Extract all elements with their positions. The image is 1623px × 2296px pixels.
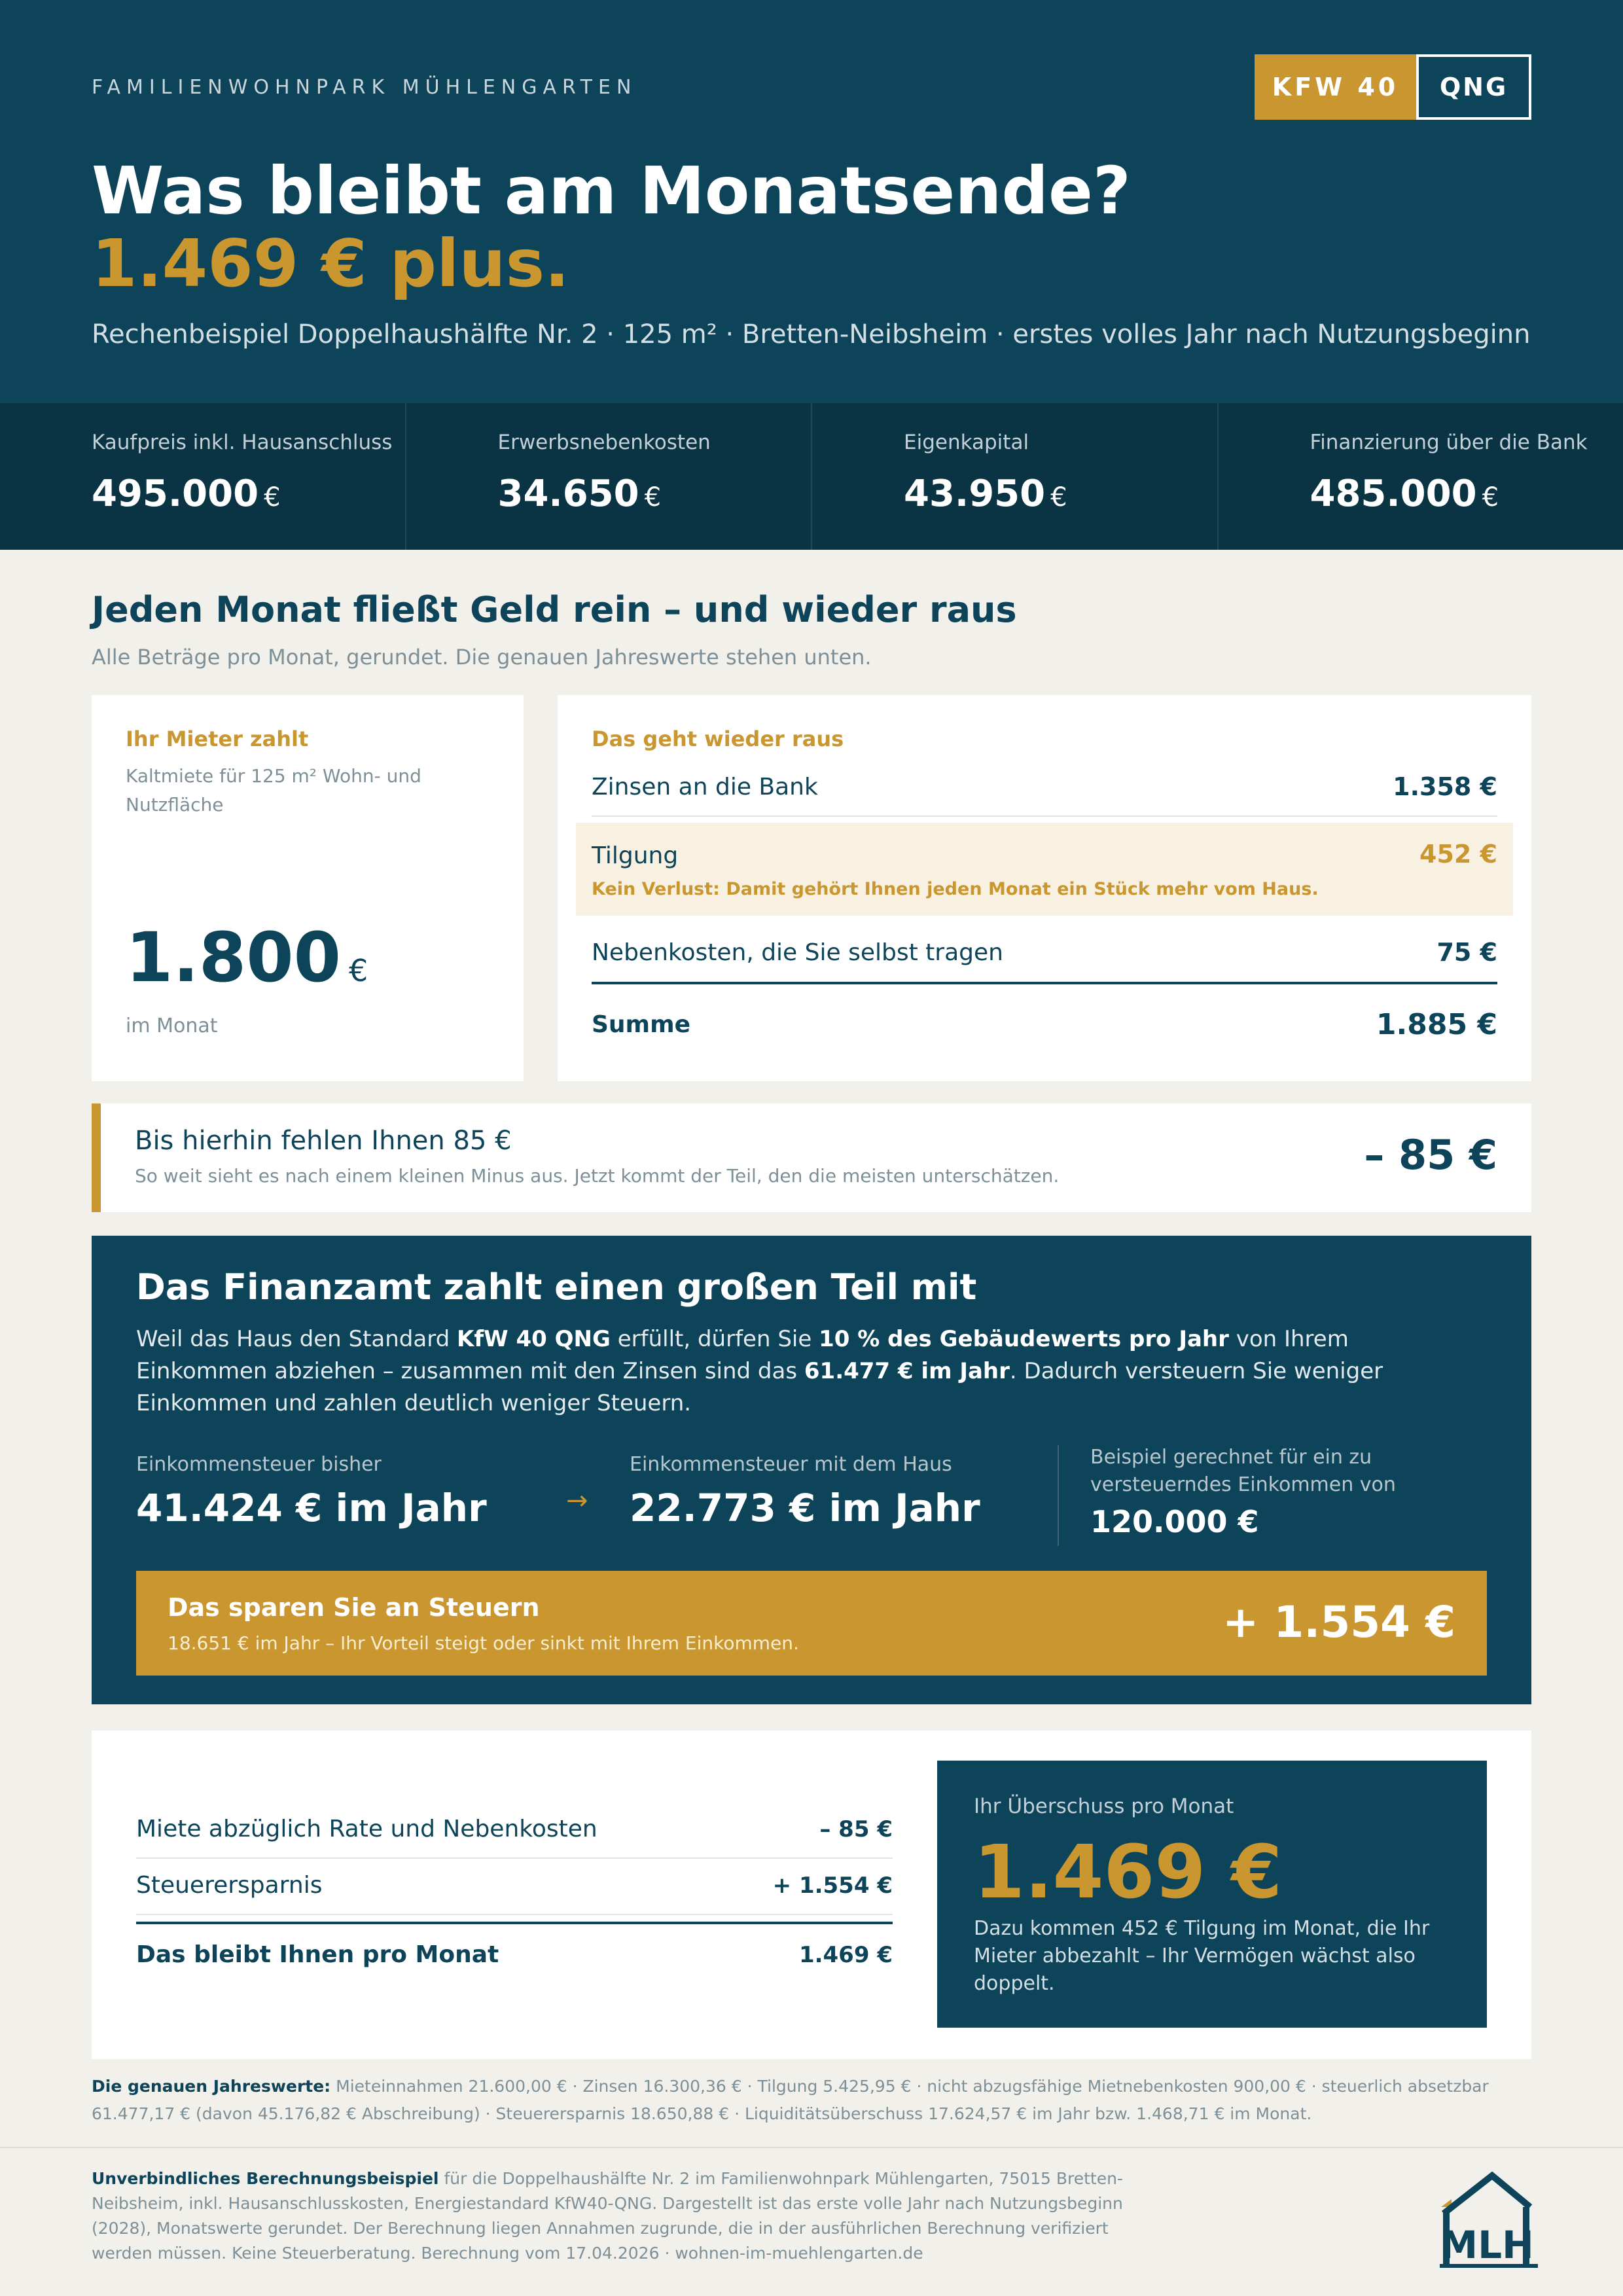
surplus-value: 1.469 €: [974, 1830, 1283, 1915]
house-mlh-logo-icon: [1440, 2166, 1538, 2271]
tilgung-note: Kein Verlust: Damit gehört Ihnen jeden Monat ein Stück mehr vom Haus.: [592, 879, 1319, 899]
badge-qng: QNG: [1416, 54, 1531, 120]
stat-label: Erwerbsnebenkosten: [497, 431, 711, 454]
missing-amount-bar: [92, 1103, 1531, 1212]
stat-kaufpreis: [0, 403, 406, 550]
cost-label-tilgung: Tilgung: [592, 842, 679, 869]
savings-value: + 1.554 €: [1222, 1597, 1455, 1647]
stat-value: 485.000 €: [1310, 473, 1499, 515]
sum-divider: [592, 982, 1497, 984]
tax-before-value: 41.424 € im Jahr: [136, 1486, 487, 1530]
summary-row-steuer: [136, 1872, 893, 1899]
stat-label: Finanzierung über die Bank: [1310, 431, 1588, 454]
cost-label: Nebenkosten, die Sie selbst tragen: [592, 939, 1003, 966]
page-subtitle: Rechenbeispiel Doppelhaushälfte Nr. 2 · 125 m² · Bretten-Neibsheim · erstes volles Jahr nach Nutzungsbeginn: [92, 319, 1531, 350]
divider: [592, 816, 1497, 817]
rent-card: [92, 695, 524, 1081]
tilgung-highlight: [576, 823, 1513, 916]
arrow-right-icon: →: [566, 1486, 588, 1516]
divider: [136, 1857, 893, 1859]
stat-value: 495.000 €: [92, 473, 281, 515]
savings-title: Das sparen Sie an Steuern: [168, 1593, 540, 1622]
surplus-description: Dazu kommen 452 € Tilgung im Monat, die Ihr Mieter abbezahlt – Ihr Vermögen wächst also doppelt.: [974, 1917, 1430, 1995]
cost-row-zinsen: [592, 772, 1497, 801]
stat-label: Kaufpreis inkl. Hausanschluss: [92, 431, 393, 454]
project-name: FAMILIENWOHNPARK MÜHLENGARTEN: [92, 76, 637, 99]
stat-erwerbsnebenkosten: [406, 403, 813, 550]
tax-heading: Das Finanzamt zahlt einen großen Teil mit: [136, 1266, 977, 1308]
summary-row-total: [136, 1941, 893, 1968]
stat-value: 43.950 €: [904, 473, 1067, 515]
section-heading-monthly: Jeden Monat fließt Geld rein – und wieder raus: [92, 589, 1017, 630]
surplus-label: Ihr Überschuss pro Monat: [974, 1795, 1234, 1818]
rent-unit: im Monat: [126, 1014, 218, 1037]
rent-card-label: Ihr Mieter zahlt: [126, 726, 309, 751]
costs-card-label: Das geht wieder raus: [592, 726, 844, 751]
summary-value: – 85 €: [819, 1816, 893, 1842]
cost-row-summe: [592, 1008, 1497, 1041]
tax-after-label: Einkommensteuer mit dem Haus: [630, 1453, 952, 1476]
stat-eigenkapital: [812, 403, 1219, 550]
cost-row-nebenkosten: [592, 938, 1497, 967]
tax-savings-bar: [136, 1571, 1487, 1676]
sum-label: Summe: [592, 1011, 690, 1038]
tax-before-label: Einkommensteuer bisher: [136, 1453, 382, 1476]
divider: [136, 1914, 893, 1915]
section-subheading-monthly: Alle Beträge pro Monat, gerundet. Die genauen Jahreswerte stehen unten.: [92, 645, 872, 670]
annual-values-note: Die genauen Jahreswerte: Mieteinnahmen 21.600,00 € · Zinsen 16.300,36 € · Tilgung 5.425,95 € · nicht abzugsfähige Mietnebenkosten 900,00 € · steuerlich absetzbar 61.477,17 € (davon 45.176,82 € Abschreibung) · Steuerersparnis 18.650,88 € · Liquiditätsüberschuss 17.624,57 € im Jahr bzw. 1.468,71 € im Monat.: [92, 2077, 1489, 2123]
summary-label: Steuerersparnis: [136, 1872, 323, 1899]
missing-description: So weit sieht es nach einem kleinen Minus aus. Jetzt kommt der Teil, den die meisten unterschätzen.: [135, 1165, 1060, 1187]
badge-kfw40: KFW 40: [1255, 54, 1416, 120]
example-income-value: 120.000 €: [1090, 1504, 1259, 1539]
rent-description: Kaltmiete für 125 m² Wohn- und Nutzfläche: [126, 765, 421, 816]
summary-total-value: 1.469 €: [798, 1941, 893, 1968]
summary-total-label: Das bleibt Ihnen pro Monat: [136, 1941, 499, 1968]
stat-finanzierung: [1219, 403, 1623, 550]
summary-row-miete: [136, 1816, 893, 1842]
savings-description: 18.651 € im Jahr – Ihr Vorteil steigt oder sinkt mit Ihrem Einkommen.: [168, 1632, 799, 1654]
cost-value-tilgung: 452 €: [1419, 840, 1497, 869]
page-title-highlight: 1.469 € plus.: [92, 225, 570, 302]
tax-after-value: 22.773 € im Jahr: [630, 1486, 980, 1530]
cost-label: Zinsen an die Bank: [592, 773, 818, 800]
total-divider: [136, 1922, 893, 1924]
vertical-divider: [1058, 1445, 1059, 1546]
key-figures-strip: [0, 403, 1623, 550]
stat-value: 34.650 €: [497, 473, 662, 515]
stat-label: Eigenkapital: [904, 431, 1029, 454]
page-title: Was bleibt am Monatsende?: [92, 152, 1131, 229]
missing-title: Bis hierhin fehlen Ihnen 85 €: [135, 1126, 512, 1156]
example-income-label: Beispiel gerechnet für ein zu versteuerndes Einkommen von: [1090, 1446, 1396, 1496]
cost-value: 1.358 €: [1393, 772, 1497, 801]
surplus-box: [937, 1761, 1487, 2028]
cost-value: 75 €: [1436, 938, 1497, 967]
summary-value: + 1.554 €: [772, 1872, 893, 1899]
tax-explanation: Weil das Haus den Standard KfW 40 QNG erfüllt, dürfen Sie 10 % des Gebäudewerts pro Jahr von Ihrem Einkommen abziehen – zusammen mit den Zinsen sind das 61.477 € im Jahr. Dadurch versteuern Sie weniger Einkommen und zahlen deutlich weniger Steuern.: [136, 1326, 1383, 1416]
logo-text: MLH: [1440, 2223, 1534, 2267]
footer-divider: [0, 2147, 1623, 2148]
sum-value: 1.885 €: [1376, 1008, 1497, 1041]
disclaimer: Unverbindliches Berechnungsbeispiel für die Doppelhaushälfte Nr. 2 im Familienwohnpark Mühlengarten, 75015 Bretten-Neibsheim, inkl. Hausanschlusskosten, Energiestandard KfW40-QNG. Dargestellt ist das erste volle Jahr nach Nutzungsbeginn (2028), Monatswerte gerundet. Der Berechnung liegen Annahmen zugrunde, die in der ausführlichen Berechnung verifiziert werden müssen. Keine Steuerberatung. Berechnung vom 17.04.2026 · wohnen-im-muehlengarten.de: [92, 2169, 1123, 2263]
summary-label: Miete abzüglich Rate und Nebenkosten: [136, 1816, 597, 1842]
rent-value: 1.800 €: [126, 918, 368, 997]
missing-value: – 85 €: [1364, 1131, 1497, 1179]
